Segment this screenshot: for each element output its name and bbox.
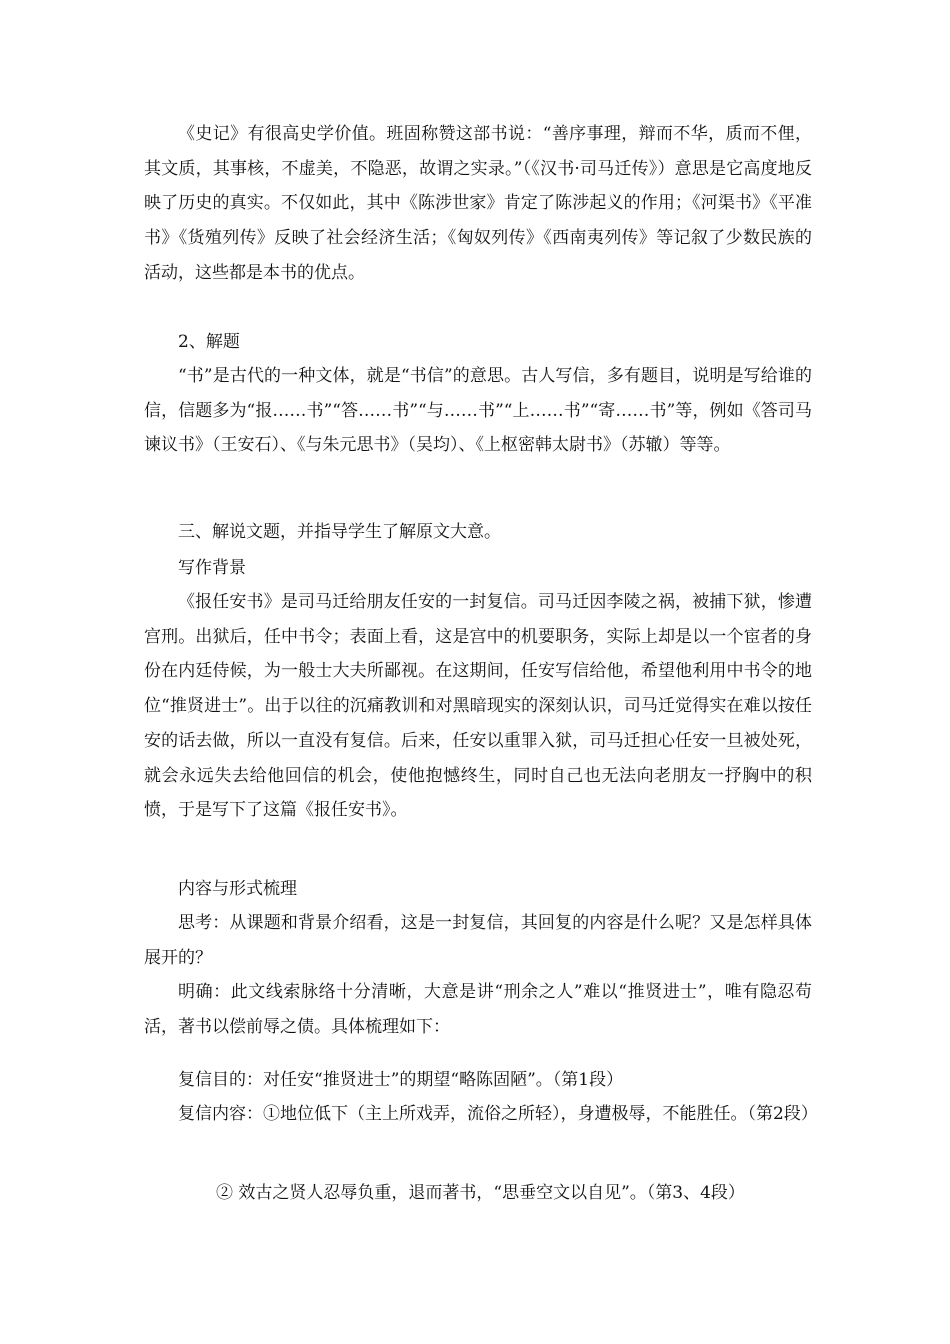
heading-content-form: 内容与形式梳理 [178, 879, 297, 899]
heading-writing-background: 写作背景 [178, 558, 246, 578]
paragraph-shiji-value: 《史记》有很高史学价值。班固称赞这部书说：“善序事理，辩而不华，质而不俚，其文质，其事核，不虚美，不隐恶，故谓之实录。”（《汉书·司马迁传》）意思是它高度地反映了历史的真实。不仅如此，其中《陈涉世家》肯定了陈涉起义的作用；《河渠书》《平准书》《货殖列传》反映了社会经济生活；《匈奴列传》《西南夷列传》等记叙了少数民族的活动，这些都是本书的优点。 [144, 124, 812, 283]
item-letter-content-2: ② 效古之贤人忍辱负重，退而著书，“思垂空文以自见”。（第3、4段） [216, 1183, 745, 1203]
paragraph-background: 《报任安书》是司马迁给朋友任安的一封复信。司马迁因李陵之祸，被捕下狱，惨遭宫刑。出狱后，任中书令；表面上看，这是宫中的机要职务，实际上却是以一个宦者的身份在内廷侍候，为一般士大夫所鄙视。在这期间，任安写信给他，希望他利用中书令的地位“推贤进士”。出于以往的沉痛教训和对黑暗现实的深刻认识，司马迁觉得实在难以按任安的话去做，所以一直没有复信。后来，任安以重罪入狱，司马迁担心任安一旦被处死，就会永远失去给他回信的机会，使他抱憾终生，同时自己也无法向老朋友一抒胸中的积愤，于是写下了这篇《报任安书》。 [144, 592, 812, 821]
item-letter-content-1: 复信内容：①地位低下（主上所戏弄，流俗之所轻），身遭极辱，不能胜任。（第2段） [178, 1104, 818, 1124]
paragraph-answer: 明确：此文线索脉络十分清晰，大意是讲“刑余之人”难以“推贤进士”，唯有隐忍苟活，著书以偿前辱之债。具体梳理如下： [144, 982, 812, 1037]
heading-section-three: 三、解说文题，并指导学生了解原文大意。 [178, 522, 501, 542]
heading-jieti: 2、解题 [178, 332, 240, 352]
item-letter-purpose: 复信目的：对任安“推贤进士”的期望“略陈固陋”。（第1段） [178, 1070, 624, 1090]
paragraph-question: 思考：从课题和背景介绍看，这是一封复信，其回复的内容是什么呢？又是怎样具体展开的？ [144, 913, 812, 968]
paragraph-shu-definition: “书”是古代的一种文体，就是“书信”的意思。古人写信，多有题目，说明是写给谁的信，信题多为“报……书”“答……书”“与……书”“上……书”“寄……书”等，例如《答司马谏议书》（王安石）、《与朱元思书》（吴均）、《上枢密韩太尉书》（苏辙）等等。 [144, 366, 812, 456]
